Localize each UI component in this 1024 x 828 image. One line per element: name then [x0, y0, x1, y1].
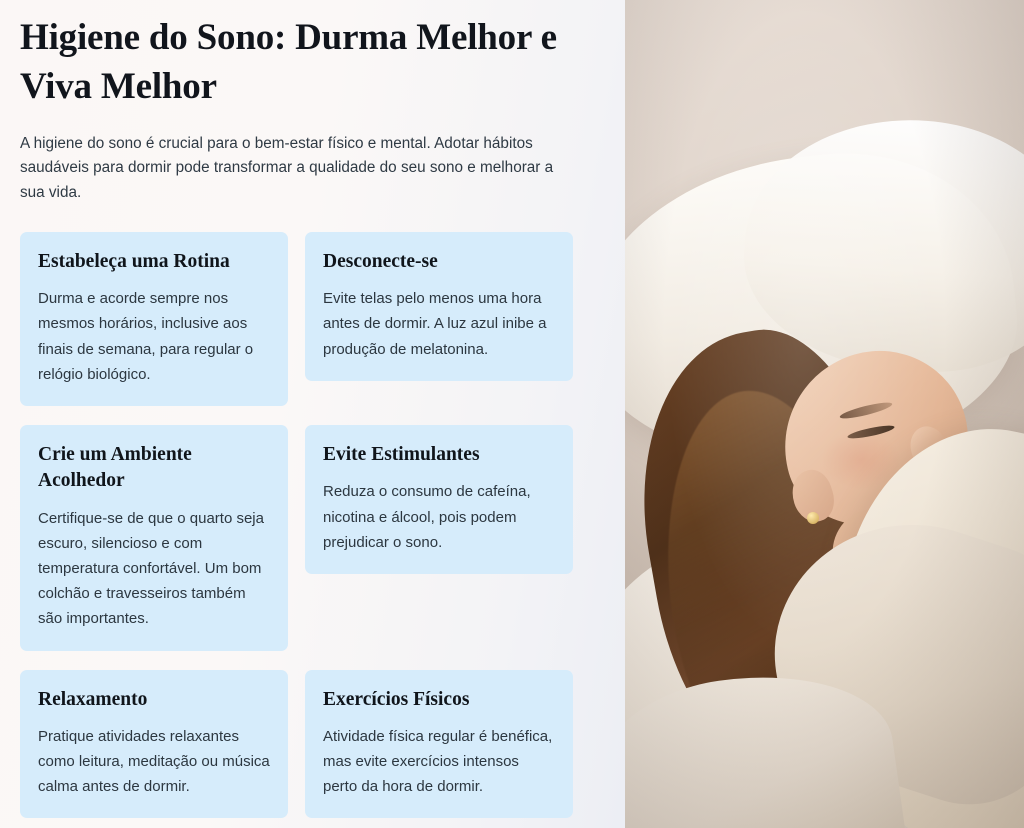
intro-paragraph: A higiene do sono é crucial para o bem-estar físico e mental. Adotar hábitos saudáveis para dormir pode transformar a qualidade do seu sono e melhorar a sua vida.: [20, 134, 554, 202]
tips-card-grid: [20, 232, 581, 819]
tip-card-text: Evite telas pelo menos uma hora antes de dormir. A luz azul inibe a produção de melatonina.: [323, 290, 547, 358]
tip-card-text: Atividade física regular é benéfica, mas evite exercícios intensos perto da hora de dormir.: [323, 727, 553, 796]
tip-card-text: Durma e acorde sempre nos mesmos horários, inclusive aos finais de semana, para regular o relógio biológico.: [38, 290, 254, 383]
tip-card-title: Exercícios Físicos: [323, 688, 470, 710]
tip-card-exercicios-fisicos: [305, 670, 573, 819]
tip-card-text: Certifique-se de que o quarto seja escuro, silencioso e com temperatura confortável. Um bom colchão e travesseiros também são importantes.: [38, 509, 264, 628]
tip-card-title: Estabeleça uma Rotina: [38, 250, 230, 272]
tip-card-text: Pratique atividades relaxantes como leitura, meditação ou música calma antes de dormir.: [38, 727, 270, 796]
tip-card-ambiente-acolhedor: [20, 425, 288, 651]
tip-card-title: Relaxamento: [38, 688, 148, 710]
tip-card-rotina: [20, 232, 288, 406]
tip-card-relaxamento: [20, 670, 288, 819]
photo-vignette: [625, 0, 1024, 828]
tip-card-title: Crie um Ambiente Acolhedor: [38, 444, 192, 492]
tip-card-desconecte-se: [305, 232, 573, 381]
page-title: Higiene do Sono: Durma Melhor e Viva Melhor: [20, 17, 557, 107]
tip-card-text: Reduza o consumo de cafeína, nicotina e álcool, pois podem prejudicar o sono.: [323, 483, 531, 551]
sleeping-woman-photo: [625, 0, 1024, 828]
tip-card-evite-estimulantes: [305, 425, 573, 574]
tip-card-title: Desconecte-se: [323, 250, 438, 272]
tip-card-title: Evite Estimulantes: [323, 444, 480, 466]
